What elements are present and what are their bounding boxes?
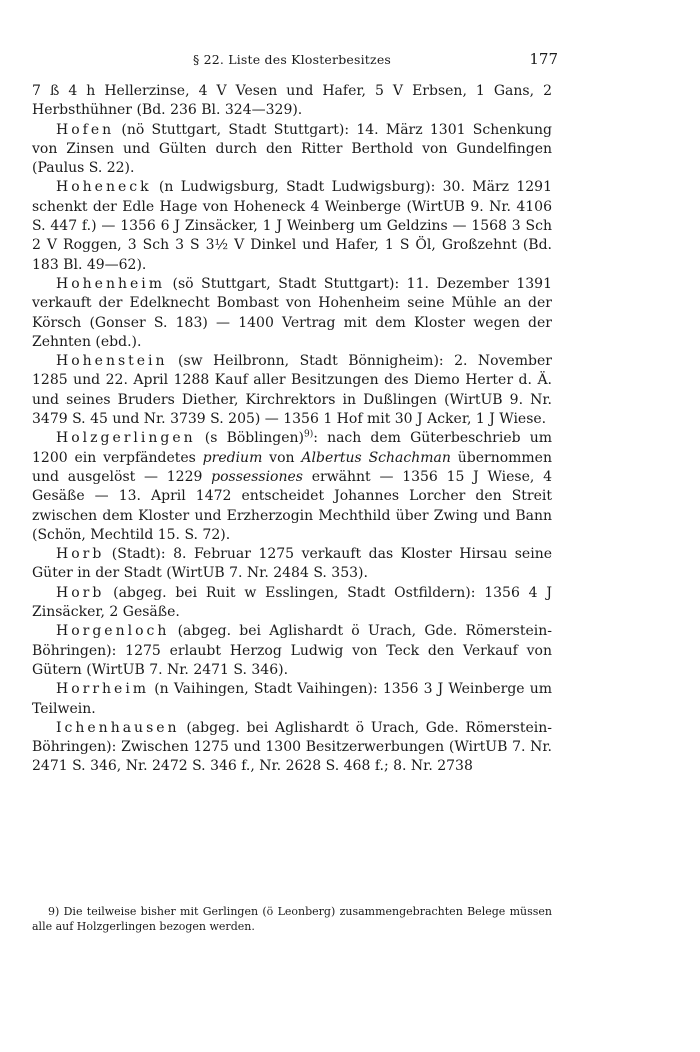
entry-horb-abgeg [32, 584, 552, 623]
place-name: Horrheim [56, 681, 150, 698]
page-header [32, 50, 558, 72]
place-name: Hohenstein [56, 353, 168, 370]
entry-text: 7 ß 4 h Hellerzinse, 4 V Vesen und Hafer, 5 V Erbsen, 1 Gans, 2 Herbsthühner (Bd. 236 Bl. 324—329). [32, 83, 552, 119]
footnote-mark: 9) [48, 905, 60, 918]
footnote-reference: 9) [303, 429, 314, 440]
entry-ichenhausen [32, 719, 552, 777]
entry-hohenheim [32, 275, 552, 352]
place-name: Horb [56, 584, 105, 601]
page-number: 177 [529, 50, 558, 68]
place-name: Ichenhausen [56, 719, 180, 736]
place-name: Hoheneck [56, 179, 152, 196]
entry-horb-stadt [32, 545, 552, 584]
place-name: Horgenloch [56, 623, 170, 640]
entry-text: (abgeg. bei Aglishardt ö Urach, Gde. Römerstein-Böhringen): 1275 erlaubt Herzog Ludwig von Teck den Verkauf von Gütern (WirtUB 7. Nr. 2471 S. 346). [32, 623, 552, 678]
entry-text: (Stadt): 8. Februar 1275 verkauft das Kloster Hirsau seine Güter in der Stadt (WirtUB 7. Nr. 2484 S. 353). [32, 546, 552, 582]
entry-text: (sw Heilbronn, Stadt Bönnigheim): 2. November 1285 und 22. April 1288 Kauf aller Besitzungen des Diemo Herter d. Ä. und seines Bruders Diether, Kirchrektors in Dußlingen (WirtUB 9. Nr. 3479 S. 45 und Nr. 3739 S. 205) — 1356 1 Hof mit 30 J Acker, 1 J Wiese. [32, 353, 552, 428]
entry-hofen [32, 121, 552, 179]
entry-text: (abgeg. bei Ruit w Esslingen, Stadt Ostfildern): 1356 4 J Zinsäcker, 2 Gesäße. [32, 584, 552, 621]
entry-holzgerlingen [32, 429, 552, 545]
italic-name: Albertus Schachman [301, 449, 451, 466]
footnote [32, 904, 552, 934]
italic-term: predium [202, 449, 263, 466]
entry-horrheim [32, 680, 552, 719]
entry-hoheneck [32, 178, 552, 274]
entry-text: übernommen und ausgelöst — 1229 [32, 449, 552, 485]
place-name: Hofen [56, 121, 115, 138]
entry-text: erwähnt — 1356 15 J Wiese, 4 Gesäße — 13. April 1472 entscheidet Johannes Lorcher den Streit zwischen dem Kloster und Erzherzogin Mechthild über Zwing und Bann (Schön, Mechtild 15. S. 72). [32, 468, 552, 543]
entry-text: (n Ludwigsburg, Stadt Ludwigsburg): 30. März 1291 schenkt der Edle Hage von Hoheneck 4 Weinberge (WirtUB 9. Nr. 4106 S. 447 f.) — 1356 6 J Zinsäcker, 1 J Weinberg um Geldzins — 1568 3 Sch 2 V Roggen, 3 Sch 3 S 3½ V Dinkel und Hafer, 1 S Öl, Großzehnt (Bd. 183 Bl. 49—62). [32, 179, 552, 273]
entry-text: (s Böblingen) [195, 430, 304, 447]
entry-horgenloch [32, 622, 552, 680]
entry-text: (abgeg. bei Aglishardt ö Urach, Gde. Römerstein-Böhringen): Zwischen 1275 und 1300 Besitzerwerbungen (WirtUB 7. Nr. 2471 S. 346, Nr. 2472 S. 346 f., Nr. 2628 S. 468 f.; 8. Nr. 2738 [32, 719, 552, 775]
place-name: Hohenheim [56, 275, 166, 292]
entry-text: (sö Stuttgart, Stadt Stuttgart): 11. Dezember 1391 verkauft der Edelknecht Bombast von Hohenheim seine Mühle an der Körsch (Gonser S. 183) — 1400 Vertrag mit dem Kloster wegen der Zehnten (ebd.). [32, 275, 552, 350]
place-name: Horb [56, 546, 105, 563]
italic-term: possessiones [211, 468, 303, 485]
running-head: § 22. Liste des Klosterbesitzes [192, 52, 392, 67]
entry-text: (n Vaihingen, Stadt Vaihingen): 1356 3 J Weinberge um Teilwein. [32, 681, 552, 717]
entry-text: : nach dem Güterbeschrieb um 1200 ein verpfändetes [32, 430, 552, 466]
entry-text: (nö Stuttgart, Stadt Stuttgart): 14. März 1301 Schenkung von Zinsen und Gülten durch den Ritter Berthold von Gundelfingen (Paulus S. 22). [32, 121, 552, 177]
entry-continuation [32, 82, 552, 121]
footnote-text: Die teilweise bisher mit Gerlingen (ö Leonberg) zusammengebrachten Belege müssen alle auf Holzgerlingen bezogen werden. [32, 905, 552, 933]
body-text [32, 82, 552, 777]
entry-hohenstein [32, 352, 552, 429]
entry-text: von [262, 449, 302, 466]
place-name: Holzgerlingen [56, 430, 196, 447]
